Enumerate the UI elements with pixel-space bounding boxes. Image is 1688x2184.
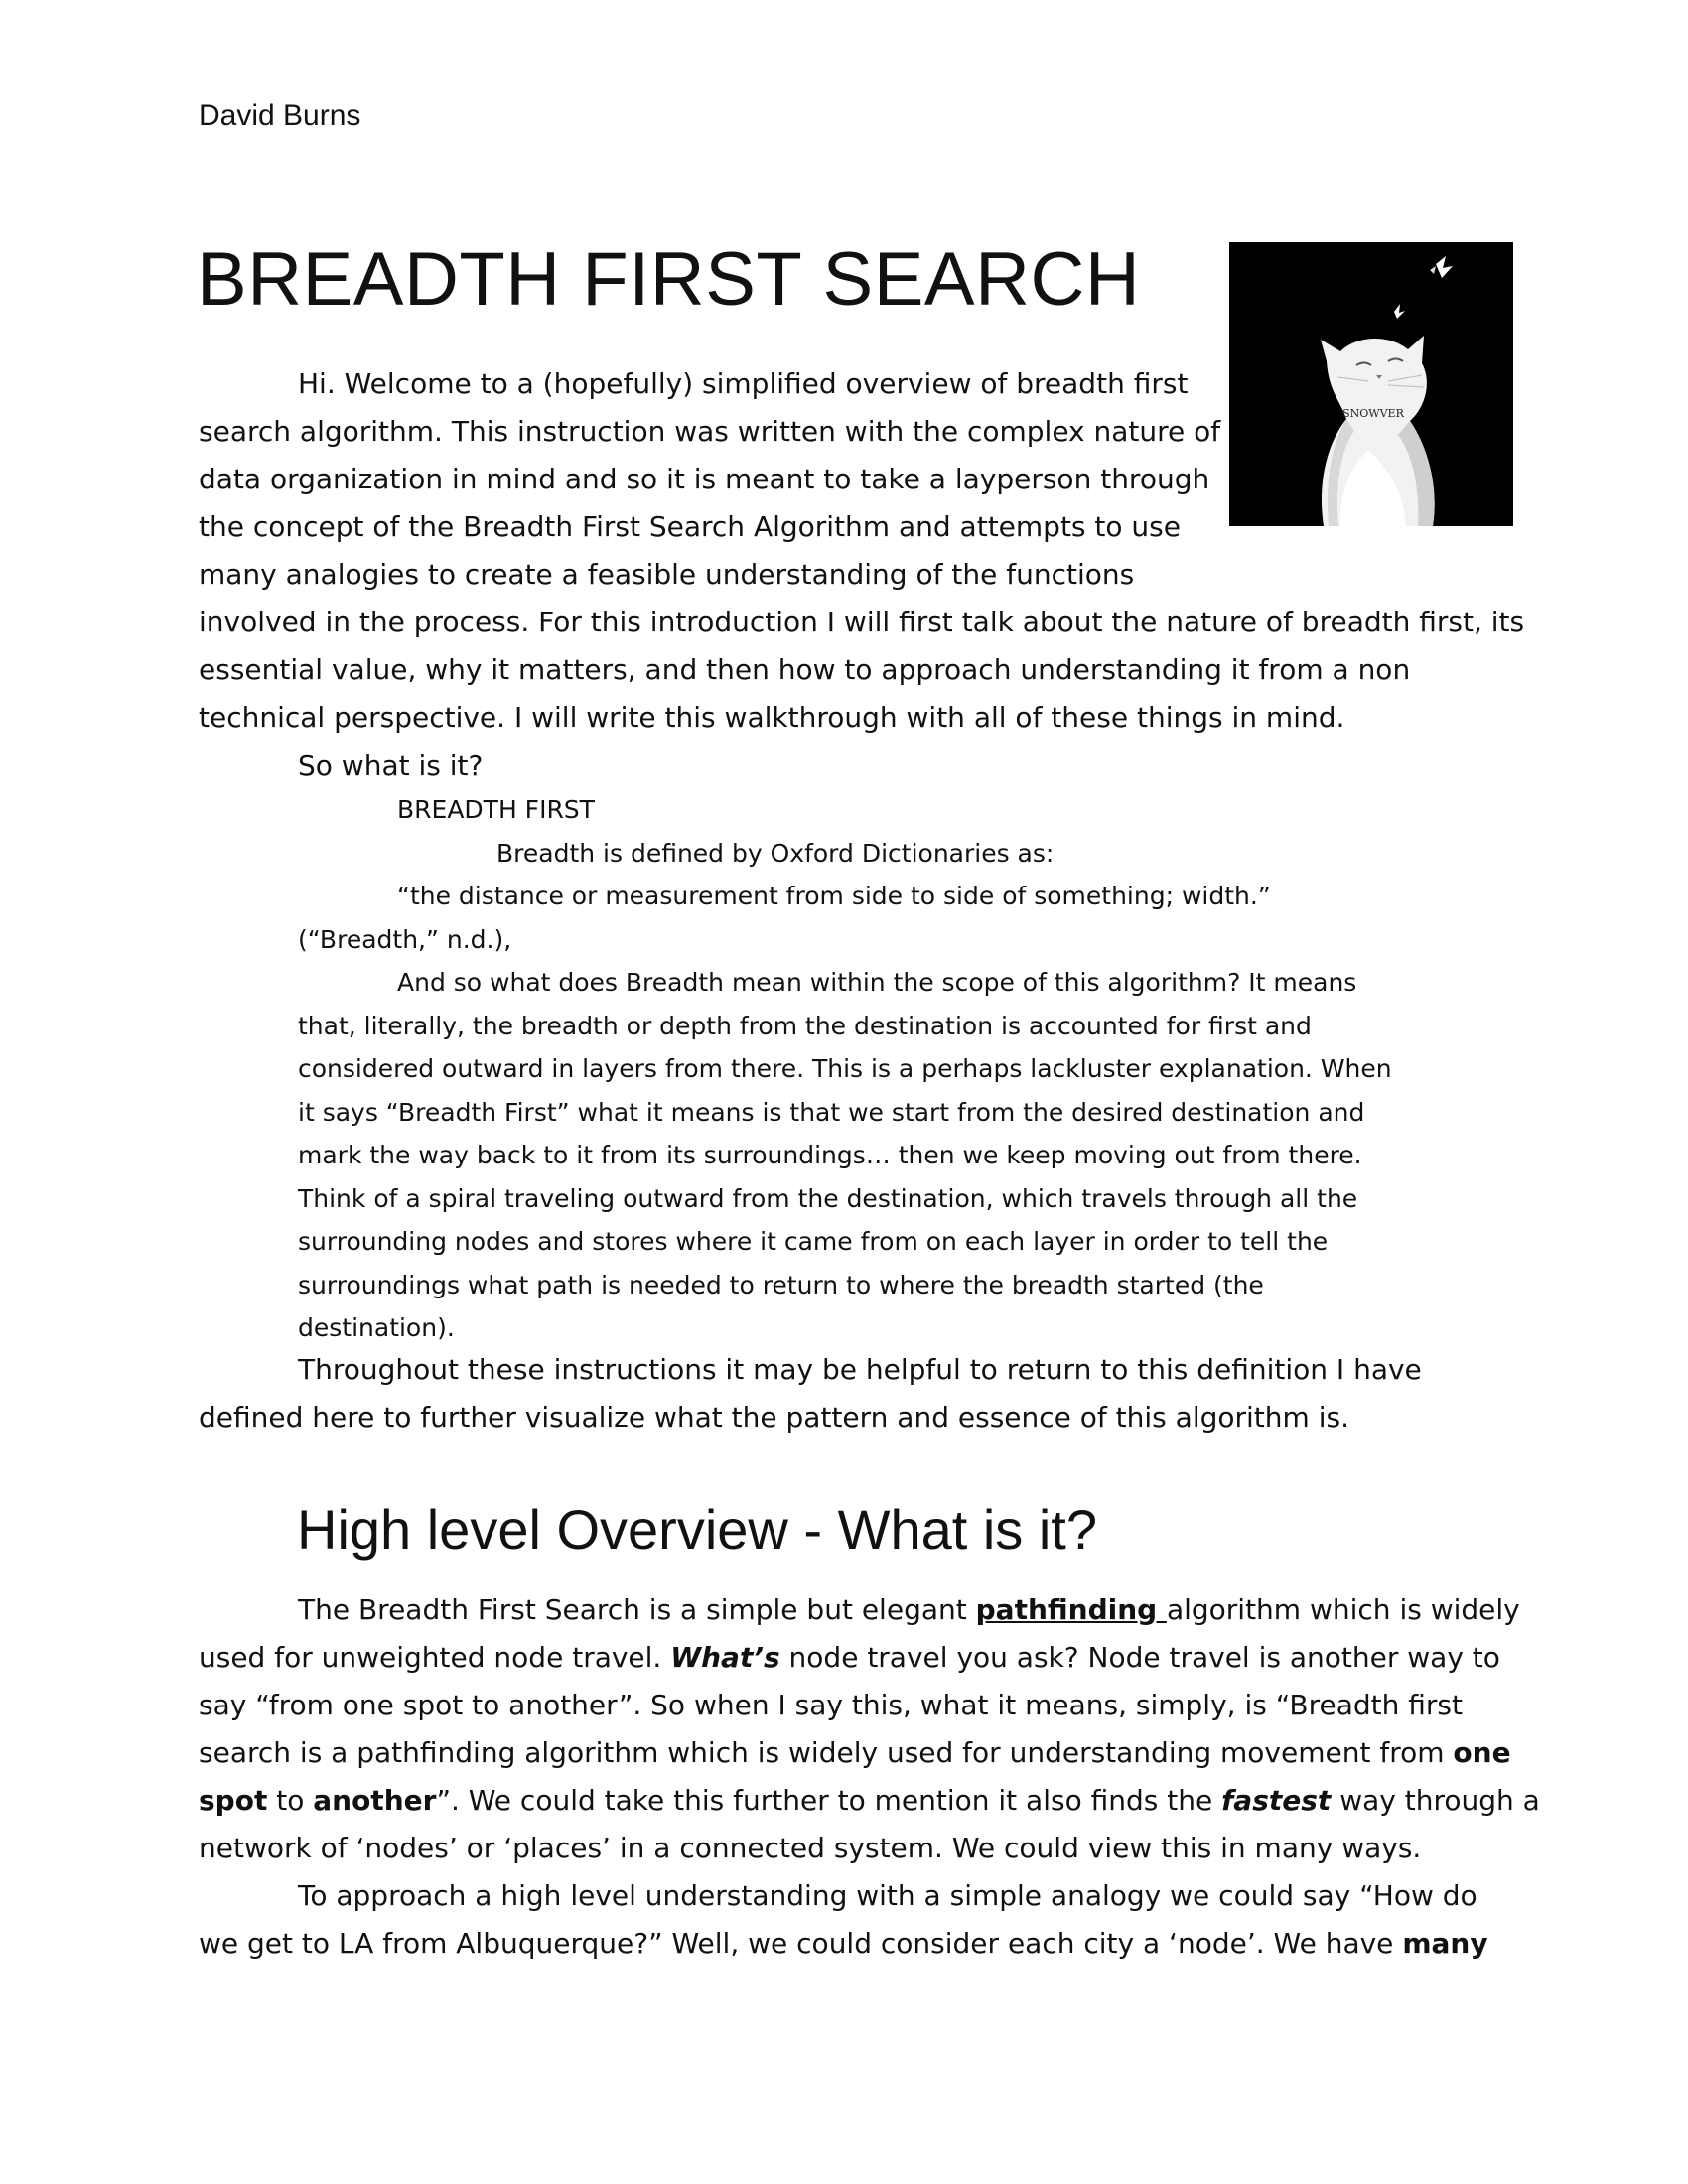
intro-line: involved in the process. For this introduction I will first talk about the nature of breadth first, its [199, 606, 1525, 638]
intro-line: many analogies to create a feasible understanding of the functions [199, 558, 1135, 591]
bold-text: another [313, 1784, 437, 1817]
definition-block [298, 788, 1392, 1350]
overview-line: say “from one spot to another”. So when I say this, what it means, simply, is “Breadth first [199, 1689, 1463, 1721]
emphasis-text: fastest [1221, 1784, 1332, 1817]
text-run: ”. We could take this further to mention it also finds the [436, 1784, 1222, 1817]
definition-source: Breadth is defined by Oxford Dictionaries as: [496, 838, 1055, 868]
explanation-line: And so what does Breadth mean within the scope of this algorithm? It means [397, 968, 1357, 997]
throughout-line: defined here to further visualize what the pattern and essence of this algorithm is. [199, 1401, 1349, 1433]
intro-line: technical perspective. I will write this walkthrough with all of these things in mind. [199, 701, 1345, 734]
section-heading-overview: High level Overview - What is it? [297, 1498, 1098, 1561]
text-run: we get to LA from Albuquerque?” Well, we could consider each city a ‘node’. We have [199, 1927, 1403, 1960]
overview-line [199, 1920, 1540, 1968]
emphasis-text: What’s [670, 1641, 780, 1674]
intro-line: essential value, why it matters, and then how to approach understanding it from a non [199, 653, 1411, 686]
explanation-line: destination). [298, 1313, 455, 1342]
intro-line: the concept of the Breadth First Search Algorithm and attempts to use [199, 510, 1181, 543]
definition-citation: (“Breadth,” n.d.), [298, 924, 512, 954]
throughout-line: Throughout these instructions it may be helpful to return to this definition I have [298, 1353, 1422, 1386]
text-run: way through a [1331, 1784, 1540, 1817]
intro-line: search algorithm. This instruction was written with the complex nature of [199, 415, 1221, 448]
overview-section [199, 1586, 1540, 1968]
intro-line: data organization in mind and so it is meant to take a layperson through [199, 463, 1210, 495]
pathfinding-link[interactable]: pathfinding [975, 1593, 1167, 1626]
text-run: node travel you ask? Node travel is another way to [779, 1641, 1500, 1674]
overview-line: To approach a high level understanding with a simple analogy we could say “How do [298, 1879, 1477, 1912]
page-title: BREADTH FIRST SEARCH [197, 237, 1141, 322]
cat-with-butterflies-image [1229, 242, 1513, 526]
intro-line: Hi. Welcome to a (hopefully) simplified overview of breadth first [298, 367, 1189, 400]
text-run: The Breadth First Search is a simple but elegant [298, 1593, 976, 1626]
overview-line [199, 1777, 1540, 1825]
throughout-paragraph [199, 1346, 1422, 1441]
collar-caption: SNOWVER [1342, 407, 1404, 420]
explanation-line: considered outward in layers from there. This is a perhaps lackluster explanation. When [298, 1054, 1392, 1083]
definition-heading: BREADTH FIRST [397, 795, 595, 824]
bold-text: spot [199, 1784, 268, 1817]
overview-line: network of ‘nodes’ or ‘places’ in a connected system. We could view this in many ways. [199, 1832, 1422, 1864]
overview-line [199, 1634, 1540, 1682]
overview-line [199, 1586, 1540, 1634]
bold-text: one [1453, 1736, 1511, 1769]
explanation-line: Think of a spiral traveling outward from the destination, which travels through all the [298, 1183, 1358, 1213]
so-what-question: So what is it? [298, 750, 484, 782]
explanation-line: mark the way back to it from its surroundings… then we keep moving out from there. [298, 1141, 1362, 1169]
overview-line [199, 1729, 1540, 1777]
explanation-line: it says “Breadth First” what it means is that we start from the desired destination and [298, 1097, 1365, 1127]
author-name: David Burns [199, 99, 361, 132]
definition-quote: “the distance or measurement from side to side of something; width.” [397, 882, 1271, 910]
text-run: search is a pathfinding algorithm which is widely used for understanding movement from [199, 1736, 1454, 1769]
text-run: to [267, 1784, 314, 1817]
explanation-line: surrounding nodes and stores where it came from on each layer in order to tell the [298, 1227, 1329, 1256]
explanation-line: surroundings what path is needed to return to where the breadth started (the [298, 1270, 1264, 1299]
text-run: algorithm which is widely [1166, 1593, 1520, 1626]
bold-text: many [1402, 1927, 1488, 1960]
text-run: used for unweighted node travel. [199, 1641, 671, 1674]
explanation-line: that, literally, the breadth or depth from the destination is accounted for first and [298, 1011, 1312, 1040]
